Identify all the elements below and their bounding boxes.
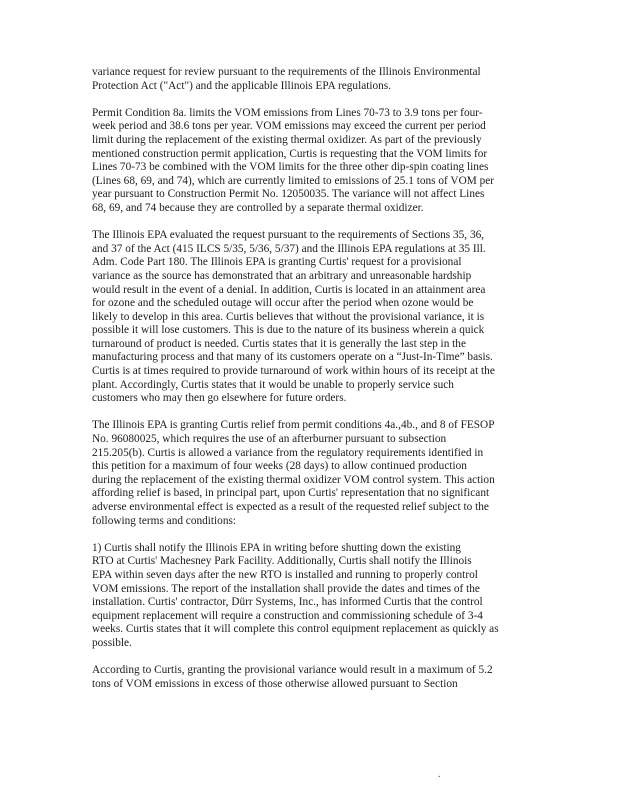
paragraph-emissions: According to Curtis, granting the provisional variance would result in a maximum of 5.2 tons of VOM emissions in excess of those otherwise allowed pursuant to Section	[92, 664, 493, 690]
paragraph-variance-intro: variance request for review pursuant to the requirements of the Illinois Environmental Protection Act ("Act") and the applicable Illinois EPA regulations.	[92, 66, 481, 92]
paragraph-relief-granted: The Illinois EPA is granting Curtis relief from permit conditions 4a.,4b., and 8 of FESOP No. 96080025, which requires the use of an afterburner pursuant to subsection 215.205(b). Curtis is allowed a variance from the regulatory requirements identified in this petition for a maximum of four weeks (28 days) to allow continued production during the replacement of the existing thermal oxidizer VOM control system. This action affording relief is based, in principal part, upon Curtis' representation that no significant adverse environmental effect is expected as a result of the requested relief subject to the following terms and conditions:	[92, 419, 495, 527]
paragraph-condition-1: 1) Curtis shall notify the Illinois EPA in writing before shutting down the existing RTO at Curtis' Machesney Park Facility. Additionally, Curtis shall notify the Illinois EPA within seven days after the new RTO is installed and running to properly control VOM emissions. The report of the installation shall provide the dates and times of the installation. Curtis' contractor, Dürr Systems, Inc., has informed Curtis that the control equipment replacement will require a construction and commissioning schedule of 3-4 weeks. Curtis states that it will complete this control equipment replacement as quickly as possible.	[92, 541, 499, 649]
paragraph-epa-evaluation: The Illinois EPA evaluated the request pursuant to the requirements of Sections 35, 36, and 37 of the Act (415 ILCS 5/35, 5/36, 5/37) and the Illinois EPA regulations at 35 Ill. Adm. Code Part 180. The Illinois EPA is granting Curtis' request for a provisional variance as the source has demonstrated that an arbitrary and unreasonable hardship would result in the event of a denial. In addition, Curtis is located in an attainment area for ozone and the scheduled outage will occur after the period when ozone would be likely to develop in this area. Curtis believes that without the provisional variance, it is possible it will lose customers. This is due to the nature of its business wherein a quick turnaround of product is needed. Curtis states that it is generally the last step in the manufacturing process and that many of its customers operate on a “Just-In-Time” basis. Curtis is at times required to provide turnaround of work within hours of its receipt at the plant. Accordingly, Curtis states that it would be unable to properly service such customers who may then go elsewhere for future orders.	[92, 229, 495, 405]
document-body	[92, 66, 538, 705]
paragraph-permit-condition: Permit Condition 8a. limits the VOM emissions from Lines 70-73 to 3.9 tons per four- week period and 38.6 tons per year. VOM emissions may exceed the current per period limit during the replacement of the existing thermal oxidizer. As part of the previously mentioned construction permit application, Curtis is requesting that the VOM limits for Lines 70-73 be combined with the VOM limits for the three other dip-spin coating lines (Lines 68, 69, and 74), which are currently limited to emissions of 25.1 tons of VOM per year pursuant to Construction Permit No. 12050035. The variance will not affect Lines 68, 69, and 74 because they are controlled by a separate thermal oxidizer.	[92, 106, 495, 214]
footer-mark: .	[438, 769, 441, 780]
